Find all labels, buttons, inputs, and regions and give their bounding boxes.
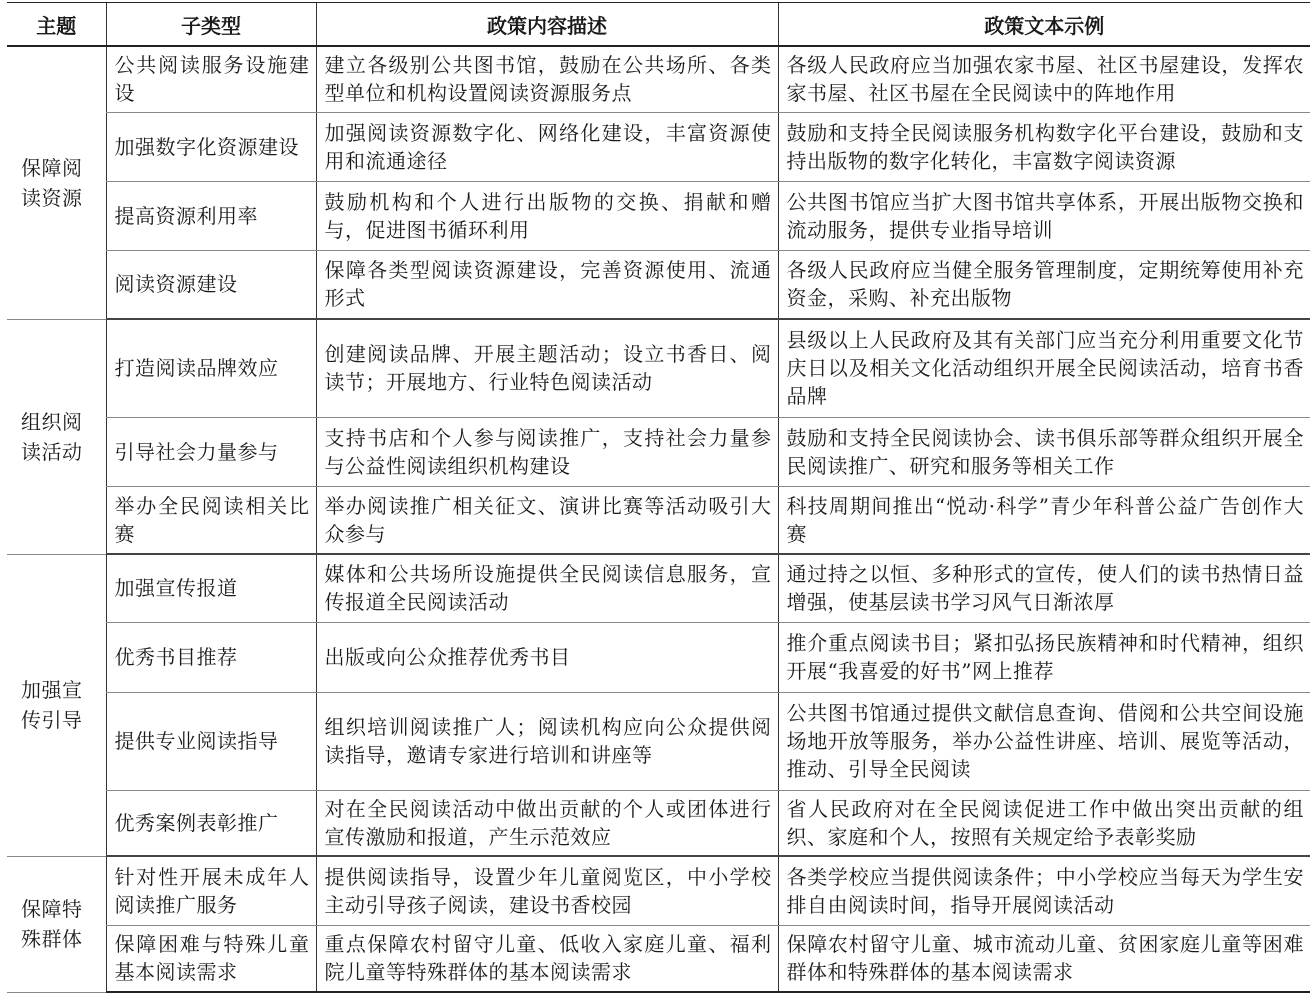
table-row [7,250,1310,319]
description-cell: 重点保障农村留守儿童、低收入家庭儿童、福利院儿童等特殊群体的基本阅读需求 [316,925,778,992]
example-cell: 鼓励和支持全民阅读服务机构数字化平台建设，鼓励和支持出版物的数字化转化，丰富数字阅读资源 [778,112,1310,181]
policy-table [7,2,1310,993]
table-row [7,181,1310,250]
table-row [7,790,1310,856]
example-cell: 公共图书馆通过提供文献信息查询、借阅和公共空间设施场地开放等服务，举办公益性讲座、培训、展览等活动，推动、引导全民阅读 [778,692,1310,790]
topic-cell: 保障阅读资源 [7,46,106,319]
table-row [7,856,1310,925]
table-row [7,622,1310,692]
example-cell: 各级人民政府应当加强农家书屋、社区书屋建设，发挥农家书屋、社区书屋在全民阅读中的阵地作用 [778,46,1310,112]
table-row [7,319,1310,417]
subtype-cell: 打造阅读品牌效应 [106,319,316,417]
subtype-cell: 加强宣传报道 [106,554,316,622]
example-cell: 科技周期间推出“悦动·科学”青少年科普公益广告创作大赛 [778,486,1310,554]
example-cell: 各类学校应当提供阅读条件；中小学校应当每天为学生安排自由阅读时间，指导开展阅读活动 [778,856,1310,925]
subtype-cell: 优秀书目推荐 [106,622,316,692]
header-topic: 主题 [7,3,106,47]
example-cell: 通过持之以恒、多种形式的宣传，使人们的读书热情日益增强，使基层读书学习风气日渐浓厚 [778,554,1310,622]
policy-table-container [7,2,1310,993]
table-row [7,486,1310,554]
description-cell: 对在全民阅读活动中做出贡献的个人或团体进行宣传激励和报道，产生示范效应 [316,790,778,856]
table-row [7,925,1310,992]
example-cell: 各级人民政府应当健全服务管理制度，定期统筹使用补充资金，采购、补充出版物 [778,250,1310,319]
description-cell: 保障各类型阅读资源建设，完善资源使用、流通形式 [316,250,778,319]
table-header-row [7,3,1310,47]
description-cell: 创建阅读品牌、开展主题活动；设立书香日、阅读节；开展地方、行业特色阅读活动 [316,319,778,417]
subtype-cell: 优秀案例表彰推广 [106,790,316,856]
subtype-cell: 提供专业阅读指导 [106,692,316,790]
table-row [7,46,1310,112]
description-cell: 建立各级别公共图书馆，鼓励在公共场所、各类型单位和机构设置阅读资源服务点 [316,46,778,112]
description-cell: 加强阅读资源数字化、网络化建设，丰富资源使用和流通途径 [316,112,778,181]
example-cell: 推介重点阅读书目；紧扣弘扬民族精神和时代精神，组织开展“我喜爱的好书”网上推荐 [778,622,1310,692]
header-subtype: 子类型 [106,3,316,47]
description-cell: 媒体和公共场所设施提供全民阅读信息服务，宣传报道全民阅读活动 [316,554,778,622]
table-row [7,417,1310,486]
subtype-cell: 针对性开展未成年人阅读推广服务 [106,856,316,925]
description-cell: 提供阅读指导，设置少年儿童阅览区，中小学校主动引导孩子阅读，建设书香校园 [316,856,778,925]
topic-cell: 保障特殊群体 [7,856,106,992]
example-cell: 鼓励和支持全民阅读协会、读书俱乐部等群众组织开展全民阅读推广、研究和服务等相关工作 [778,417,1310,486]
description-cell: 举办阅读推广相关征文、演讲比赛等活动吸引大众参与 [316,486,778,554]
description-cell: 鼓励机构和个人进行出版物的交换、捐献和赠与，促进图书循环利用 [316,181,778,250]
header-example: 政策文本示例 [778,3,1310,47]
example-cell: 县级以上人民政府及其有关部门应当充分利用重要文化节庆日以及相关文化活动组织开展全民阅读活动，培育书香品牌 [778,319,1310,417]
subtype-cell: 加强数字化资源建设 [106,112,316,181]
topic-cell: 组织阅读活动 [7,319,106,554]
header-description: 政策内容描述 [316,3,778,47]
description-cell: 出版或向公众推荐优秀书目 [316,622,778,692]
topic-cell: 加强宣传引导 [7,554,106,856]
description-cell: 组织培训阅读推广人；阅读机构应向公众提供阅读指导，邀请专家进行培训和讲座等 [316,692,778,790]
subtype-cell: 公共阅读服务设施建设 [106,46,316,112]
table-row [7,554,1310,622]
table-row [7,692,1310,790]
subtype-cell: 举办全民阅读相关比赛 [106,486,316,554]
example-cell: 公共图书馆应当扩大图书馆共享体系，开展出版物交换和流动服务，提供专业指导培训 [778,181,1310,250]
description-cell: 支持书店和个人参与阅读推广，支持社会力量参与公益性阅读组织机构建设 [316,417,778,486]
subtype-cell: 阅读资源建设 [106,250,316,319]
example-cell: 保障农村留守儿童、城市流动儿童、贫困家庭儿童等困难群体和特殊群体的基本阅读需求 [778,925,1310,992]
subtype-cell: 保障困难与特殊儿童基本阅读需求 [106,925,316,992]
subtype-cell: 引导社会力量参与 [106,417,316,486]
example-cell: 省人民政府对在全民阅读促进工作中做出突出贡献的组织、家庭和个人，按照有关规定给予表彰奖励 [778,790,1310,856]
table-row [7,112,1310,181]
subtype-cell: 提高资源利用率 [106,181,316,250]
